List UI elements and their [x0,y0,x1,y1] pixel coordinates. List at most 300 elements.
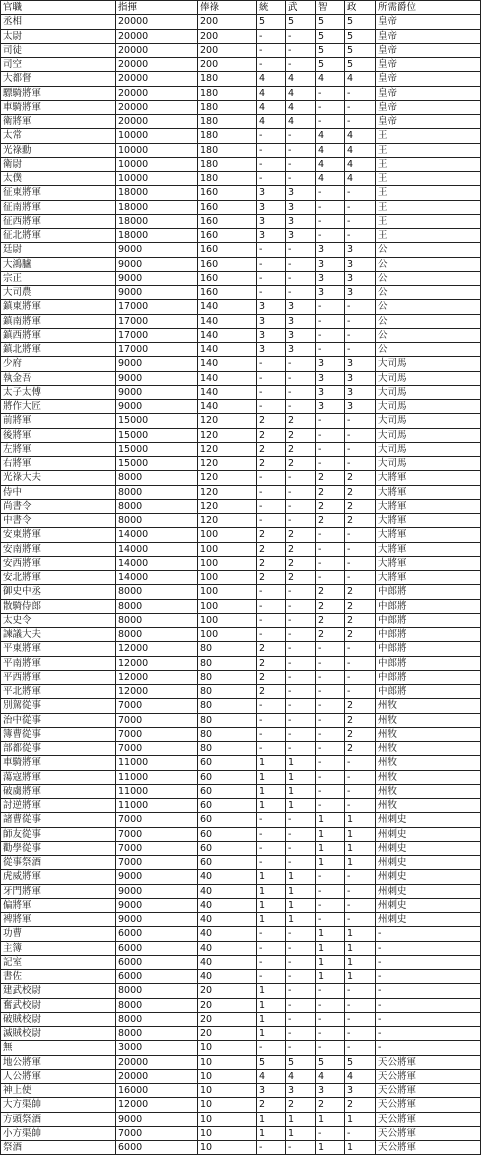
table-row [1,400,481,414]
cell-office: 治中從事 [1,713,116,727]
cell-salary: 60 [198,856,257,870]
cell-salary: 180 [198,100,257,114]
cell-required-title: 州刺史 [376,813,481,827]
cell-required-title: 大司馬 [376,414,481,428]
cell-intelligence: 2 [316,585,345,599]
table-row [1,214,481,228]
cell-salary: 80 [198,642,257,656]
cell-politics: 4 [345,172,376,186]
cell-leadership: - [257,1141,286,1155]
cell-war: - [286,841,316,855]
table-row [1,941,481,955]
cell-office: 光祿勳 [1,143,116,157]
cell-command: 18000 [116,214,198,228]
cell-salary: 20 [198,998,257,1012]
cell-war: - [286,471,316,485]
cell-salary: 180 [198,172,257,186]
table-row [1,955,481,969]
cell-intelligence: - [316,457,345,471]
table-row [1,357,481,371]
cell-leadership: 1 [257,884,286,898]
cell-salary: 160 [198,214,257,228]
cell-command: 20000 [116,29,198,43]
cell-required-title: 皇帝 [376,29,481,43]
cell-required-title: 公 [376,300,481,314]
cell-leadership: 1 [257,913,286,927]
cell-war: - [286,1012,316,1026]
cell-salary: 200 [198,15,257,29]
cell-leadership: 3 [257,214,286,228]
cell-politics: 1 [345,941,376,955]
cell-leadership: - [257,143,286,157]
cell-required-title: 公 [376,286,481,300]
header-cell-leadership: 統 [257,1,286,15]
cell-intelligence: 4 [316,72,345,86]
cell-intelligence: - [316,756,345,770]
cell-leadership: 2 [257,542,286,556]
cell-office: 討逆將軍 [1,799,116,813]
cell-intelligence: - [316,1012,345,1026]
cell-politics: 1 [345,827,376,841]
cell-command: 9000 [116,271,198,285]
cell-politics: - [345,642,376,656]
cell-command: 12000 [116,642,198,656]
cell-required-title: 大司馬 [376,457,481,471]
table-row [1,870,481,884]
table-row [1,428,481,442]
cell-politics: - [345,770,376,784]
cell-command: 18000 [116,186,198,200]
cell-leadership: 3 [257,328,286,342]
cell-office: 尚書令 [1,499,116,513]
cell-office: 征南將軍 [1,200,116,214]
cell-intelligence: - [316,713,345,727]
cell-command: 6000 [116,1141,198,1155]
cell-intelligence: - [316,314,345,328]
cell-salary: 60 [198,770,257,784]
cell-salary: 140 [198,357,257,371]
cell-office: 散騎侍郎 [1,599,116,613]
cell-required-title: - [376,1012,481,1026]
cell-command: 7000 [116,713,198,727]
cell-salary: 140 [198,314,257,328]
cell-politics: 2 [345,699,376,713]
cell-salary: 100 [198,528,257,542]
cell-salary: 60 [198,827,257,841]
cell-leadership: 2 [257,642,286,656]
table-row [1,670,481,684]
cell-command: 20000 [116,115,198,129]
table-row [1,286,481,300]
cell-command: 20000 [116,1055,198,1069]
cell-war: - [286,58,316,72]
cell-politics: 3 [345,357,376,371]
cell-required-title: 王 [376,143,481,157]
cell-intelligence: - [316,1041,345,1055]
cell-office: 諸曹從事 [1,813,116,827]
cell-command: 8000 [116,471,198,485]
cell-salary: 80 [198,742,257,756]
cell-command: 8000 [116,485,198,499]
cell-required-title: 皇帝 [376,15,481,29]
table-row [1,998,481,1012]
cell-leadership: - [257,813,286,827]
cell-leadership: 1 [257,756,286,770]
header-cell-politics: 政 [345,1,376,15]
cell-leadership: - [257,927,286,941]
cell-command: 8000 [116,998,198,1012]
table-row [1,827,481,841]
cell-salary: 140 [198,385,257,399]
table-row [1,129,481,143]
cell-intelligence: - [316,214,345,228]
cell-salary: 10 [198,1055,257,1069]
cell-war: 1 [286,784,316,798]
cell-intelligence: - [316,428,345,442]
cell-intelligence: - [316,229,345,243]
cell-politics: 4 [345,1069,376,1083]
cell-intelligence: 1 [316,841,345,855]
cell-politics: 1 [345,927,376,941]
cell-war: 2 [286,556,316,570]
cell-required-title: 大司馬 [376,385,481,399]
cell-politics: 5 [345,58,376,72]
cell-required-title: 天公將軍 [376,1098,481,1112]
cell-required-title: 大將軍 [376,499,481,513]
cell-salary: 100 [198,542,257,556]
cell-required-title: 天公將軍 [376,1069,481,1083]
cell-war: - [286,143,316,157]
cell-required-title: 中郎將 [376,656,481,670]
cell-leadership: - [257,257,286,271]
cell-office: 司空 [1,58,116,72]
cell-office: 鎮西將軍 [1,328,116,342]
cell-leadership: 3 [257,186,286,200]
cell-salary: 60 [198,841,257,855]
cell-intelligence: - [316,727,345,741]
cell-intelligence: 2 [316,485,345,499]
table-row [1,984,481,998]
cell-salary: 100 [198,571,257,585]
cell-office: 執金吾 [1,371,116,385]
cell-office: 別駕從事 [1,699,116,713]
cell-salary: 120 [198,485,257,499]
cell-politics: - [345,656,376,670]
cell-war: - [286,1041,316,1055]
cell-command: 20000 [116,58,198,72]
cell-intelligence: - [316,571,345,585]
cell-office: 侍中 [1,485,116,499]
cell-command: 20000 [116,15,198,29]
cell-required-title: 中郎將 [376,685,481,699]
cell-salary: 100 [198,585,257,599]
cell-war: 3 [286,300,316,314]
cell-salary: 60 [198,799,257,813]
table-row [1,927,481,941]
cell-salary: 10 [198,1069,257,1083]
cell-war: 3 [286,314,316,328]
cell-war: - [286,286,316,300]
cell-leadership: 1 [257,998,286,1012]
cell-command: 10000 [116,172,198,186]
table-row [1,1069,481,1083]
cell-office: 部都從事 [1,742,116,756]
cell-required-title: 中郎將 [376,599,481,613]
cell-intelligence: - [316,1126,345,1140]
cell-command: 9000 [116,257,198,271]
cell-leadership: - [257,827,286,841]
cell-salary: 40 [198,913,257,927]
cell-required-title: 天公將軍 [376,1126,481,1140]
cell-office: 中書令 [1,514,116,528]
table-row [1,157,481,171]
cell-war: - [286,400,316,414]
cell-office: 奮武校尉 [1,998,116,1012]
cell-office: 地公將軍 [1,1055,116,1069]
table-row [1,613,481,627]
cell-politics: 1 [345,841,376,855]
cell-intelligence: - [316,742,345,756]
cell-required-title: 州刺史 [376,898,481,912]
cell-war: 3 [286,214,316,228]
cell-command: 11000 [116,756,198,770]
cell-command: 9000 [116,898,198,912]
cell-command: 9000 [116,400,198,414]
cell-politics: 4 [345,143,376,157]
cell-office: 太子太傅 [1,385,116,399]
cell-required-title: 天公將軍 [376,1141,481,1155]
cell-war: 2 [286,528,316,542]
cell-office: 前將軍 [1,414,116,428]
cell-politics: - [345,457,376,471]
cell-required-title: 州牧 [376,742,481,756]
cell-office: 建武校尉 [1,984,116,998]
cell-war: 3 [286,200,316,214]
cell-command: 9000 [116,385,198,399]
cell-command: 12000 [116,1098,198,1112]
cell-leadership: 1 [257,1012,286,1026]
cell-war: - [286,613,316,627]
cell-office: 破虜將軍 [1,784,116,798]
cell-intelligence: - [316,556,345,570]
cell-salary: 120 [198,499,257,513]
cell-command: 14000 [116,528,198,542]
cell-command: 20000 [116,100,198,114]
cell-war: - [286,670,316,684]
cell-leadership: 4 [257,100,286,114]
cell-required-title: - [376,1041,481,1055]
cell-command: 15000 [116,428,198,442]
cell-politics: - [345,1012,376,1026]
cell-office: 後將軍 [1,428,116,442]
cell-politics: - [345,328,376,342]
cell-office: 驃騎將軍 [1,86,116,100]
table-row [1,1027,481,1041]
cell-command: 9000 [116,357,198,371]
table-row [1,656,481,670]
cell-intelligence: 3 [316,286,345,300]
cell-command: 15000 [116,457,198,471]
cell-command: 17000 [116,314,198,328]
cell-salary: 120 [198,457,257,471]
cell-required-title: 大將軍 [376,571,481,585]
cell-required-title: 王 [376,129,481,143]
cell-intelligence: - [316,699,345,713]
cell-salary: 60 [198,756,257,770]
cell-leadership: - [257,585,286,599]
table-row [1,86,481,100]
cell-leadership: - [257,1041,286,1055]
cell-war: - [286,172,316,186]
cell-intelligence: - [316,870,345,884]
cell-office: 司徒 [1,43,116,57]
cell-intelligence: - [316,884,345,898]
cell-leadership: - [257,499,286,513]
cell-command: 9000 [116,913,198,927]
cell-politics: - [345,1126,376,1140]
cell-politics: 2 [345,1098,376,1112]
cell-salary: 200 [198,58,257,72]
cell-command: 7000 [116,856,198,870]
cell-required-title: 公 [376,314,481,328]
cell-leadership: 4 [257,86,286,100]
cell-intelligence: 1 [316,927,345,941]
cell-office: 太僕 [1,172,116,186]
cell-war: 1 [286,870,316,884]
cell-command: 16000 [116,1084,198,1098]
table-row [1,913,481,927]
cell-salary: 40 [198,941,257,955]
cell-war: 4 [286,100,316,114]
cell-leadership: 2 [257,442,286,456]
cell-command: 3000 [116,1041,198,1055]
table-row [1,186,481,200]
cell-war: - [286,685,316,699]
table-row [1,58,481,72]
cell-leadership: - [257,970,286,984]
cell-office: 車騎將軍 [1,756,116,770]
cell-command: 12000 [116,656,198,670]
cell-command: 6000 [116,955,198,969]
cell-required-title: 皇帝 [376,86,481,100]
cell-intelligence: 3 [316,271,345,285]
cell-politics: - [345,414,376,428]
cell-war: 1 [286,799,316,813]
cell-command: 8000 [116,585,198,599]
cell-salary: 60 [198,784,257,798]
cell-salary: 160 [198,286,257,300]
cell-required-title: 大司馬 [376,428,481,442]
cell-required-title: 皇帝 [376,72,481,86]
cell-office: 無 [1,1041,116,1055]
cell-command: 14000 [116,571,198,585]
cell-command: 20000 [116,1069,198,1083]
table-row [1,72,481,86]
table-row [1,371,481,385]
cell-war: - [286,1027,316,1041]
cell-intelligence: - [316,799,345,813]
cell-office: 太尉 [1,29,116,43]
cell-office: 平東將軍 [1,642,116,656]
cell-salary: 20 [198,984,257,998]
cell-leadership: - [257,713,286,727]
cell-required-title: 天公將軍 [376,1112,481,1126]
cell-salary: 40 [198,870,257,884]
cell-politics: 2 [345,585,376,599]
table-row [1,642,481,656]
cell-war: 2 [286,571,316,585]
cell-required-title: 大司馬 [376,371,481,385]
cell-leadership: - [257,485,286,499]
cell-salary: 120 [198,414,257,428]
table-row [1,556,481,570]
cell-politics: 4 [345,72,376,86]
cell-politics: 3 [345,286,376,300]
cell-salary: 20 [198,1012,257,1026]
cell-leadership: - [257,400,286,414]
table-row [1,571,481,585]
cell-war: 1 [286,1112,316,1126]
cell-leadership: 4 [257,72,286,86]
cell-office: 從事祭酒 [1,856,116,870]
cell-war: 2 [286,414,316,428]
cell-office: 車騎將軍 [1,100,116,114]
cell-office: 太史令 [1,613,116,627]
cell-politics: 3 [345,243,376,257]
cell-command: 18000 [116,200,198,214]
cell-required-title: 王 [376,186,481,200]
cell-required-title: 大將軍 [376,542,481,556]
cell-intelligence: - [316,998,345,1012]
cell-command: 8000 [116,984,198,998]
cell-command: 12000 [116,670,198,684]
cell-salary: 80 [198,656,257,670]
cell-required-title: 州刺史 [376,870,481,884]
cell-war: 4 [286,1069,316,1083]
cell-required-title: 大將軍 [376,528,481,542]
cell-leadership: - [257,286,286,300]
cell-required-title: 州牧 [376,699,481,713]
cell-leadership: 1 [257,770,286,784]
cell-politics: 2 [345,628,376,642]
cell-intelligence: 3 [316,257,345,271]
table-row [1,685,481,699]
cell-war: - [286,585,316,599]
cell-salary: 40 [198,970,257,984]
cell-command: 8000 [116,613,198,627]
cell-leadership: - [257,613,286,627]
cell-leadership: - [257,129,286,143]
cell-salary: 140 [198,400,257,414]
cell-intelligence: - [316,343,345,357]
cell-war: 3 [286,186,316,200]
cell-command: 8000 [116,599,198,613]
cell-leadership: 3 [257,343,286,357]
header-cell-office: 官職 [1,1,116,15]
table-body [1,1,481,1155]
cell-office: 主簿 [1,941,116,955]
cell-politics: 1 [345,970,376,984]
cell-intelligence: - [316,770,345,784]
cell-salary: 160 [198,229,257,243]
cell-office: 鎮北將軍 [1,343,116,357]
cell-salary: 160 [198,257,257,271]
cell-war: 1 [286,1126,316,1140]
cell-salary: 140 [198,300,257,314]
cell-command: 7000 [116,813,198,827]
cell-office: 記室 [1,955,116,969]
cell-politics: 5 [345,43,376,57]
